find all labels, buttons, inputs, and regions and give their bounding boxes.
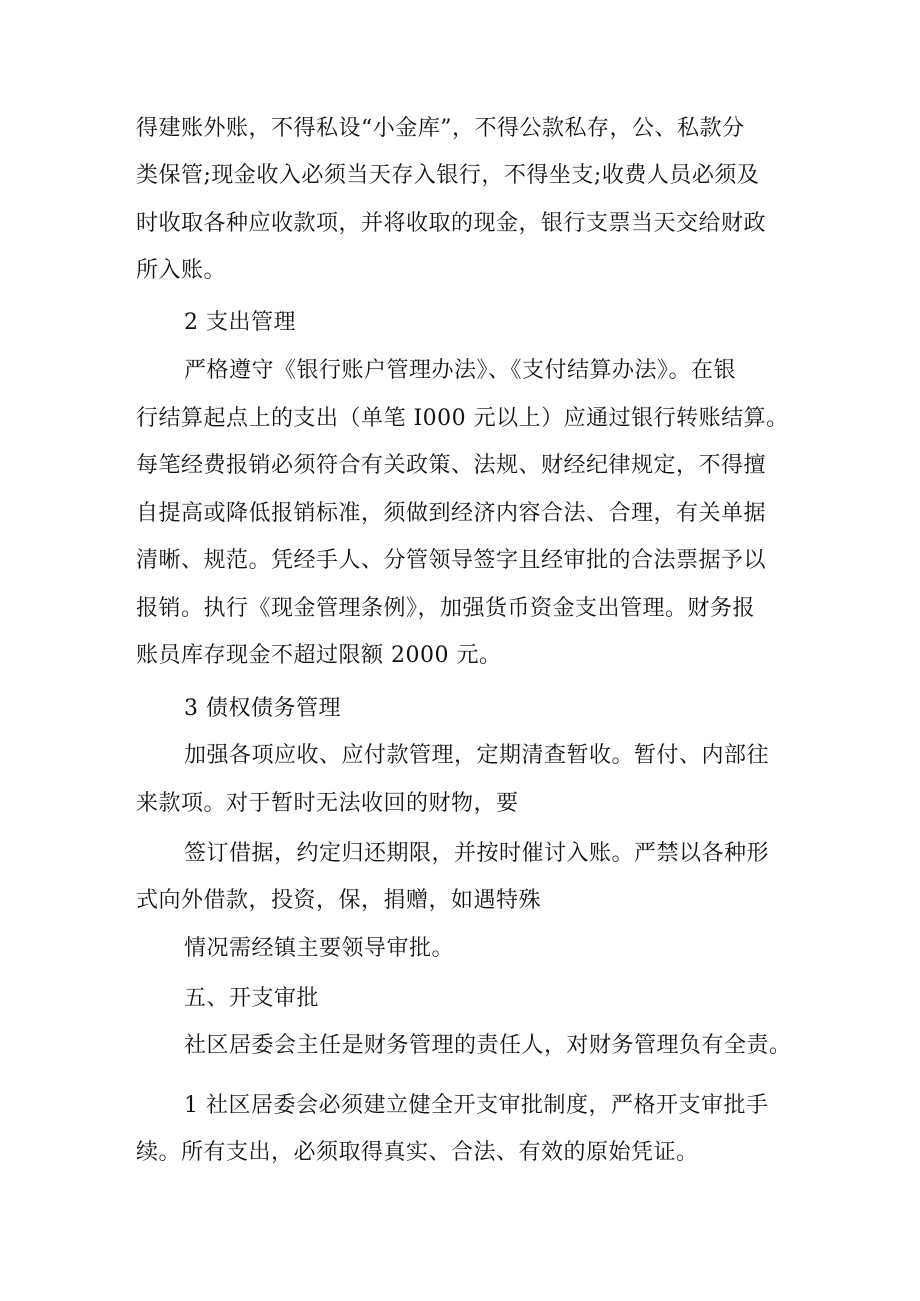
paragraph-line: 式向外借款，投资，保，捐赠，如遇特殊 (136, 888, 542, 913)
section-heading: 2 支出管理 (184, 310, 296, 335)
paragraph-line: 类保管;现金收入必须当天存入银行，不得坐支;收费人员必须及 (136, 163, 760, 188)
paragraph-line: 来款项。对于暂时无法收回的财物，要 (136, 791, 519, 816)
section-heading: 五、开支审批 (184, 986, 320, 1011)
paragraph-line: 清晰、规范。凭经手人、分管领导签字且经审批的合法票据予以 (136, 548, 767, 573)
paragraph-line: 签订借据，约定归还期限，并按时催讨入账。严禁以各种形 (184, 841, 770, 866)
paragraph-line: 续。所有支出，必须取得真实、合法、有效的原始凭证。 (136, 1140, 699, 1165)
paragraph-line: 账员库存现金不超过限额 2000 元。 (136, 643, 502, 668)
paragraph-line: 自提高或降低报销标准，须做到经济内容合法、合理，有关单据 (136, 501, 767, 526)
paragraph-line: 社区居委会主任是财务管理的责任人，对财务管理负有全责。 (184, 1033, 792, 1058)
paragraph-line: 时收取各种应收款项，并将收取的现金，银行支票当天交给财政 (136, 211, 767, 236)
section-heading: 3 债权债务管理 (184, 696, 341, 721)
paragraph-line: 1 社区居委会必须建立健全开支审批制度，严格开支审批手 (184, 1093, 769, 1118)
paragraph-line: 所入账。 (136, 258, 227, 283)
paragraph-line: 严格遵守《银行账户管理办法》、《支付结算办法》。在银 (184, 358, 737, 383)
paragraph-line: 得建账外账，不得私设“小金库”，不得公款私存，公、私款分 (136, 116, 745, 141)
paragraph-line: 报销。执行《现金管理条例》，加强货币资金支出管理。财务报 (136, 596, 756, 621)
paragraph-line: 情况需经镇主要领导审批。 (184, 936, 455, 961)
paragraph-line: 加强各项应收、应付款管理，定期清查暂收。暂付、内部往 (184, 743, 770, 768)
paragraph-line: 行结算起点上的支出（单笔 I000 元以上）应通过银行转账结算。 (136, 406, 789, 431)
paragraph-line: 每笔经费报销必须符合有关政策、法规、财经纪律规定，不得擅 (136, 453, 767, 478)
